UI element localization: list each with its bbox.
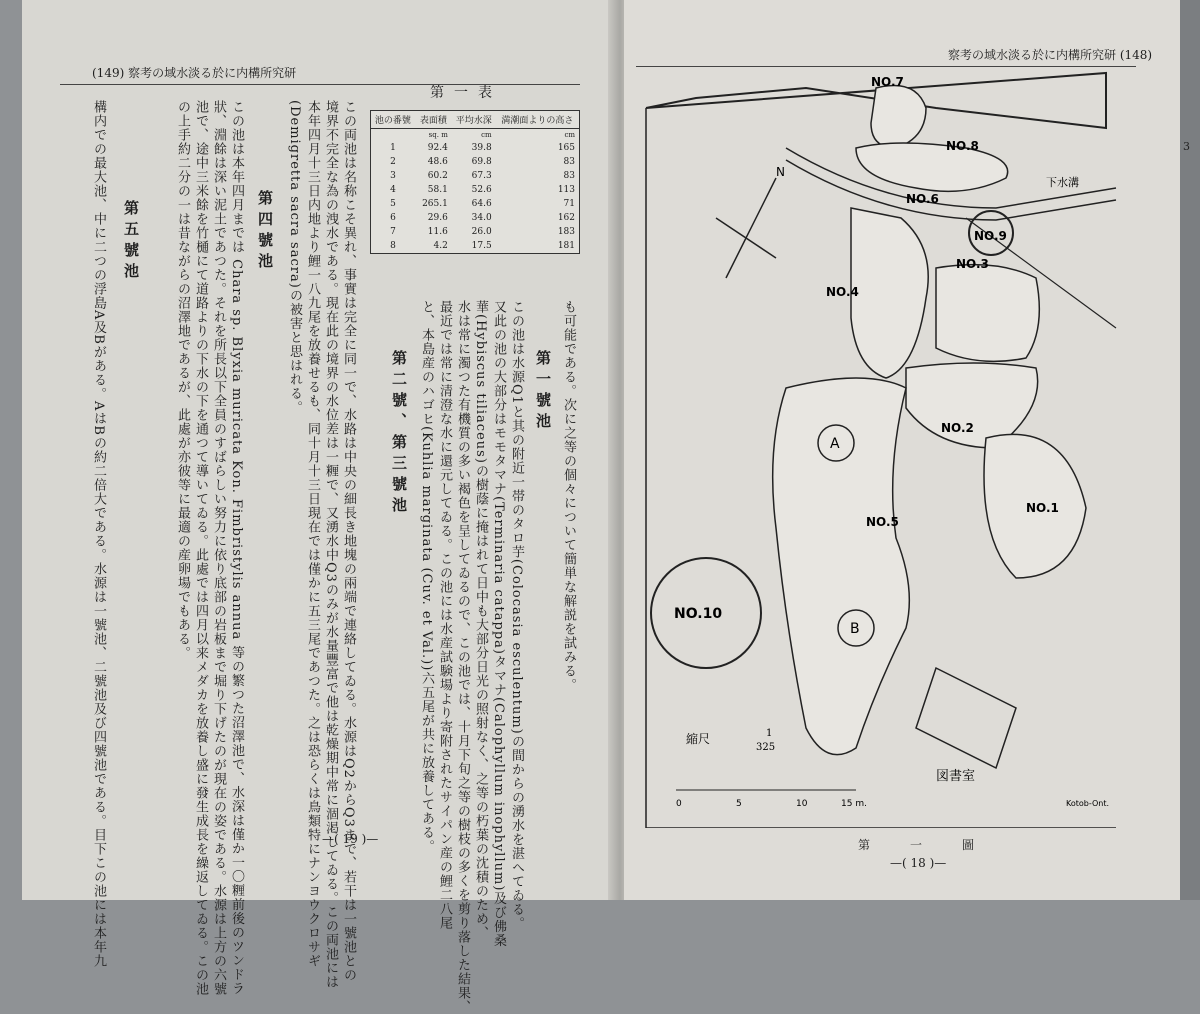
left-page-number: —( 19 )— <box>322 832 379 846</box>
table-cell: 165 <box>557 143 575 153</box>
heading-pond-1: 第一號池 <box>534 350 552 434</box>
table-row <box>371 141 580 155</box>
left-running-header: (149) 察考の域水淡る於に内構所究研 <box>92 66 297 80</box>
text-column: この両池は名称こそ異れ、事實は完全に同一で、水路は中央の細長き地塊の兩端で連絡してゐる。水源はQ2からQ3まで、若干は一號池との <box>341 100 356 982</box>
table-unit <box>371 129 415 142</box>
label-no10: NO.10 <box>674 606 723 622</box>
table-row <box>371 183 580 197</box>
table-header: 表面積 <box>415 111 452 129</box>
table-cell: 5 <box>390 199 396 209</box>
table-cell: 64.6 <box>471 199 492 209</box>
table-cell: 4.2 <box>433 241 448 251</box>
table-row <box>371 155 580 169</box>
table-row <box>371 169 580 183</box>
label-no4: NO.4 <box>826 285 859 299</box>
table-row <box>371 239 580 254</box>
table-cell: 83 <box>563 171 575 181</box>
scale-tick: 5 <box>736 799 742 809</box>
table-cell: 60.2 <box>427 171 448 181</box>
pond-data-table <box>370 110 580 254</box>
pond-7-outline <box>871 86 926 149</box>
table-cell: 2 <box>390 157 396 167</box>
table-cell: 17.5 <box>471 241 492 251</box>
table-cell: 83 <box>563 157 575 167</box>
table-cell: 4 <box>390 185 396 195</box>
label-no3: NO.3 <box>956 257 989 271</box>
table-cell: 67.3 <box>471 171 492 181</box>
right-running-header: 察考の域水淡る於に内構所究研 (148) <box>948 48 1153 62</box>
label-no1: NO.1 <box>1026 501 1059 515</box>
text-column: 最近では常に清澄な水に還元してゐる。この池には水産試験場より寄附されたサイパン産の鯉二八尾 <box>437 300 452 930</box>
label-no9: NO.9 <box>974 229 1007 243</box>
table-cell: 34.0 <box>471 213 492 223</box>
label-no2: NO.2 <box>941 421 974 435</box>
table-cell: 92.4 <box>427 143 448 153</box>
pond-5-outline <box>773 378 910 755</box>
text-column: 又此の池の大部分はモモタマナ(Terminaria catappa)タマナ(Calophyllum inophyllum)及び佛桑 <box>491 300 506 948</box>
text-column: 池で、途中三米餘を竹樋にて道路よりの下水の下を通つて導いてゐる。此處では四月以来メダカを放養し盛に發生成長を繰返してゐる。この池 <box>193 100 208 996</box>
text-column: の上手約二分の一は昔ながらの沼澤地であるが、此處が亦彼等に最適の産卵場でもある。 <box>175 100 190 660</box>
figure-caption: 第一圖 <box>858 838 1015 852</box>
table-cell: 58.1 <box>427 185 448 195</box>
table-unit: sq. m <box>428 131 448 139</box>
table-cell: 7 <box>390 227 396 237</box>
label-north: N <box>776 165 785 179</box>
north-arrow <box>726 178 776 278</box>
text-column: 境界不完全な為の洩水である。現在此の境界の水位差は一糎で、又湧水中Q3のみが水量豐富で他は乾燥期中常に涸渇してゐる。この両池には <box>323 100 338 989</box>
table-cell: 11.6 <box>427 227 448 237</box>
heading-pond-5: 第五號池 <box>122 200 140 284</box>
table-cell: 181 <box>557 241 575 251</box>
text-column: (Demigretta sacra sacra)の被害と思はれる。 <box>287 100 302 415</box>
table-row <box>371 225 580 239</box>
table-header: 池の番號 <box>371 111 415 129</box>
text-column: 狀、淵餘は深い泥土であつた。それを所長以下全員のすばらしい努力に依り底部の岩板まで堀り下げたのが現在の姿である。水源は上方の六號 <box>211 100 226 996</box>
text-column: 構内での最大池、中に二つの浮島A及Bがある。AはBの約二倍大である。水源は一號池、二號池及び四號池である。目下この池には本年九 <box>91 100 106 968</box>
label-no6: NO.6 <box>906 192 939 206</box>
text-column: と、本島産のハゴヒ(Kuhlia marginata (Cuv. et Val.))六五尾が共に放養してある。 <box>419 300 434 854</box>
label-no7: NO.7 <box>871 75 904 89</box>
table-row <box>371 211 580 225</box>
label-no8: NO.8 <box>946 139 979 153</box>
heading-pond-2-3: 第二號、第三號池 <box>390 350 408 518</box>
table-cell: 69.8 <box>471 157 492 167</box>
label-island-b: B <box>850 621 860 637</box>
pond-map <box>636 68 1136 828</box>
label-scale: 縮尺 <box>686 732 711 746</box>
author-mark: Kotob-Ont. <box>1066 799 1110 808</box>
library-building <box>916 668 1016 768</box>
next-page-edge <box>1180 0 1200 900</box>
north-arrow <box>716 218 776 258</box>
pond-4-outline <box>851 208 928 378</box>
label-scale-den: 325 <box>756 742 776 753</box>
scale-tick: 15 m. <box>841 799 867 809</box>
heading-pond-4: 第四號池 <box>256 190 274 274</box>
text-column: 本年四月十三日内地より鯉一八九尾を放養せるも、同十月十三日現在では僅かに五三尾であつた。之は恐らくは鳥類特にナンヨウクロサギ <box>305 100 320 968</box>
text-column: も可能である。次に之等の個々について簡単な解説を試みる。 <box>561 300 576 692</box>
label-scale-num: 1 <box>766 728 773 739</box>
table-cell: 52.6 <box>471 185 492 195</box>
right-page-number: —( 18 )— <box>890 856 947 870</box>
table-cell: 6 <box>390 213 396 223</box>
pond-3-outline <box>936 265 1039 362</box>
table-cell: 8 <box>390 241 396 251</box>
left-header-rule <box>60 84 580 85</box>
table-cell: 71 <box>563 199 575 209</box>
table-header: 満潮面よりの高さ <box>496 111 580 129</box>
table-unit: cm <box>481 131 492 139</box>
table-cell: 26.0 <box>471 227 492 237</box>
pond-8-outline <box>856 143 1008 191</box>
text-column: この池は本年四月までは Chara sp. Blyxia muricata Kon. Fimbristylis annua 等の繁つた沼澤池で、水深は僅か一〇糎前後のツンドラ <box>229 100 244 996</box>
table-cell: 113 <box>557 185 575 195</box>
text-column: 華(Hybiscus tiliaceus)の樹蔭に掩はれて日中も大部分日光の照射なく、之等の朽葉の沈積のため、 <box>473 300 488 940</box>
table-cell: 162 <box>557 213 575 223</box>
table-unit: cm <box>564 131 575 139</box>
scale-tick: 0 <box>676 799 682 809</box>
table-header: 平均水深 <box>452 111 496 129</box>
table-cell: 183 <box>557 227 575 237</box>
text-column: この池は水源Q1と其の附近一帯のタロ芋(Colocasia esculentum)の間からの湧水を湛へてゐる。 <box>509 300 524 931</box>
label-library: 図書室 <box>936 769 976 784</box>
table-cell: 265.1 <box>422 199 448 209</box>
table-cell: 48.6 <box>427 157 448 167</box>
text-column: 水は常に濁つた有機質の多い褐色を呈してゐるので、この池では、十月下旬之等の樹枝の多くを剪り落した結果、 <box>455 300 470 1014</box>
table-cell: 29.6 <box>427 213 448 223</box>
table-cell: 39.8 <box>471 143 492 153</box>
label-island-a: A <box>830 436 840 452</box>
right-header-rule <box>636 66 1136 67</box>
table-row <box>371 197 580 211</box>
table-title: 第一表 <box>430 85 502 101</box>
table-cell: 3 <box>390 171 396 181</box>
label-drain: 下水溝 <box>1046 176 1079 189</box>
label-no5: NO.5 <box>866 515 899 529</box>
table-cell: 1 <box>390 143 396 153</box>
scale-tick: 10 <box>796 799 808 809</box>
